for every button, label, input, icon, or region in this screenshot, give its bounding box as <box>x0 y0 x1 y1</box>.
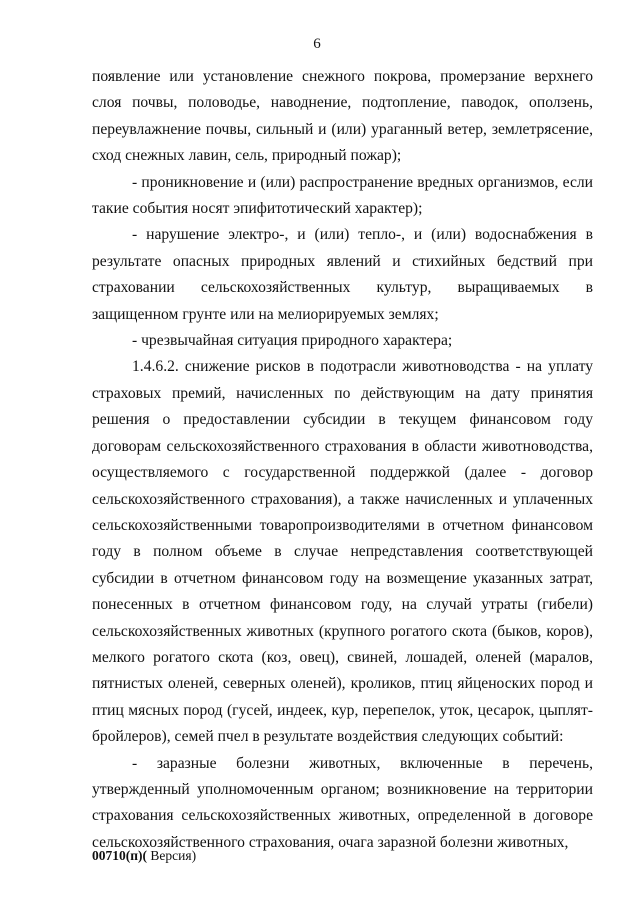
page-number: 6 <box>313 36 321 52</box>
paragraph-4: - чрезвычайная ситуация природного характера; <box>132 332 453 350</box>
paragraph-6: - заразные болезни животных, включенные в перечень, утвержденный уполномоченным органом; возникновение на территории страхования сельскохозяйственных животных, определенной в договоре сельскохозяйственного страхования, очага заразной болезни животных, <box>92 754 593 851</box>
footer-version: Версия) <box>147 848 197 863</box>
paragraph-3: - нарушение электро-, и (или) тепло-, и (или) водоснабжения в результате опасных природных явлений и стихийных бедствий при страховании сельскохозяйственных культур, выращиваемых в защищенном грунте или на мелиорируемых землях; <box>92 226 593 323</box>
document-footer <box>92 848 196 864</box>
paragraph-2: - проникновение и (или) распространение вредных организмов, если такие события носят эпифитотический характер); <box>92 173 593 218</box>
paragraph-5: 1.4.6.2. снижение рисков в подотрасли животноводства - на уплату страховых премий, начисленных по действующим на дату принятия решения о предоставлении субсидии в текущем финансовом году договорам сельскохозяйственного страхования в области животноводства, осуществляемого с государственной поддержкой (далее - договор сельскохозяйственного страхования), а также начисленных и уплаченных сельскохозяйственными товаропроизводителями в отчетном финансовом году в полном объеме в случае непредставления соответствующей субсидии в отчетном финансовом году на возмещение указанных затрат, понесенных в отчетном финансовом году, на случай утраты (гибели) сельскохозяйственных животных (крупного рогатого скота (быков, коров), мелкого рогатого скота (коз, овец), свиней, лошадей, оленей (маралов, пятнистых оленей, северных оленей), кроликов, птиц яйценоских пород и птиц мясных пород (гусей, индеек, кур, перепелок, уток, цесарок, цыплят-бройлеров), семей пчел в результате воздействия следующих событий: <box>92 358 593 746</box>
footer-code: 00710(п)( <box>92 848 148 863</box>
paragraph-1: появление или установление снежного покрова, промерзание верхнего слоя почвы, половодье, наводнение, подтопление, паводок, оползень, переувлажнение почвы, сильный и (или) ураганный ветер, землетрясение, сход снежных лавин, сель, природный пожар); <box>92 68 593 165</box>
document-body <box>92 64 593 856</box>
